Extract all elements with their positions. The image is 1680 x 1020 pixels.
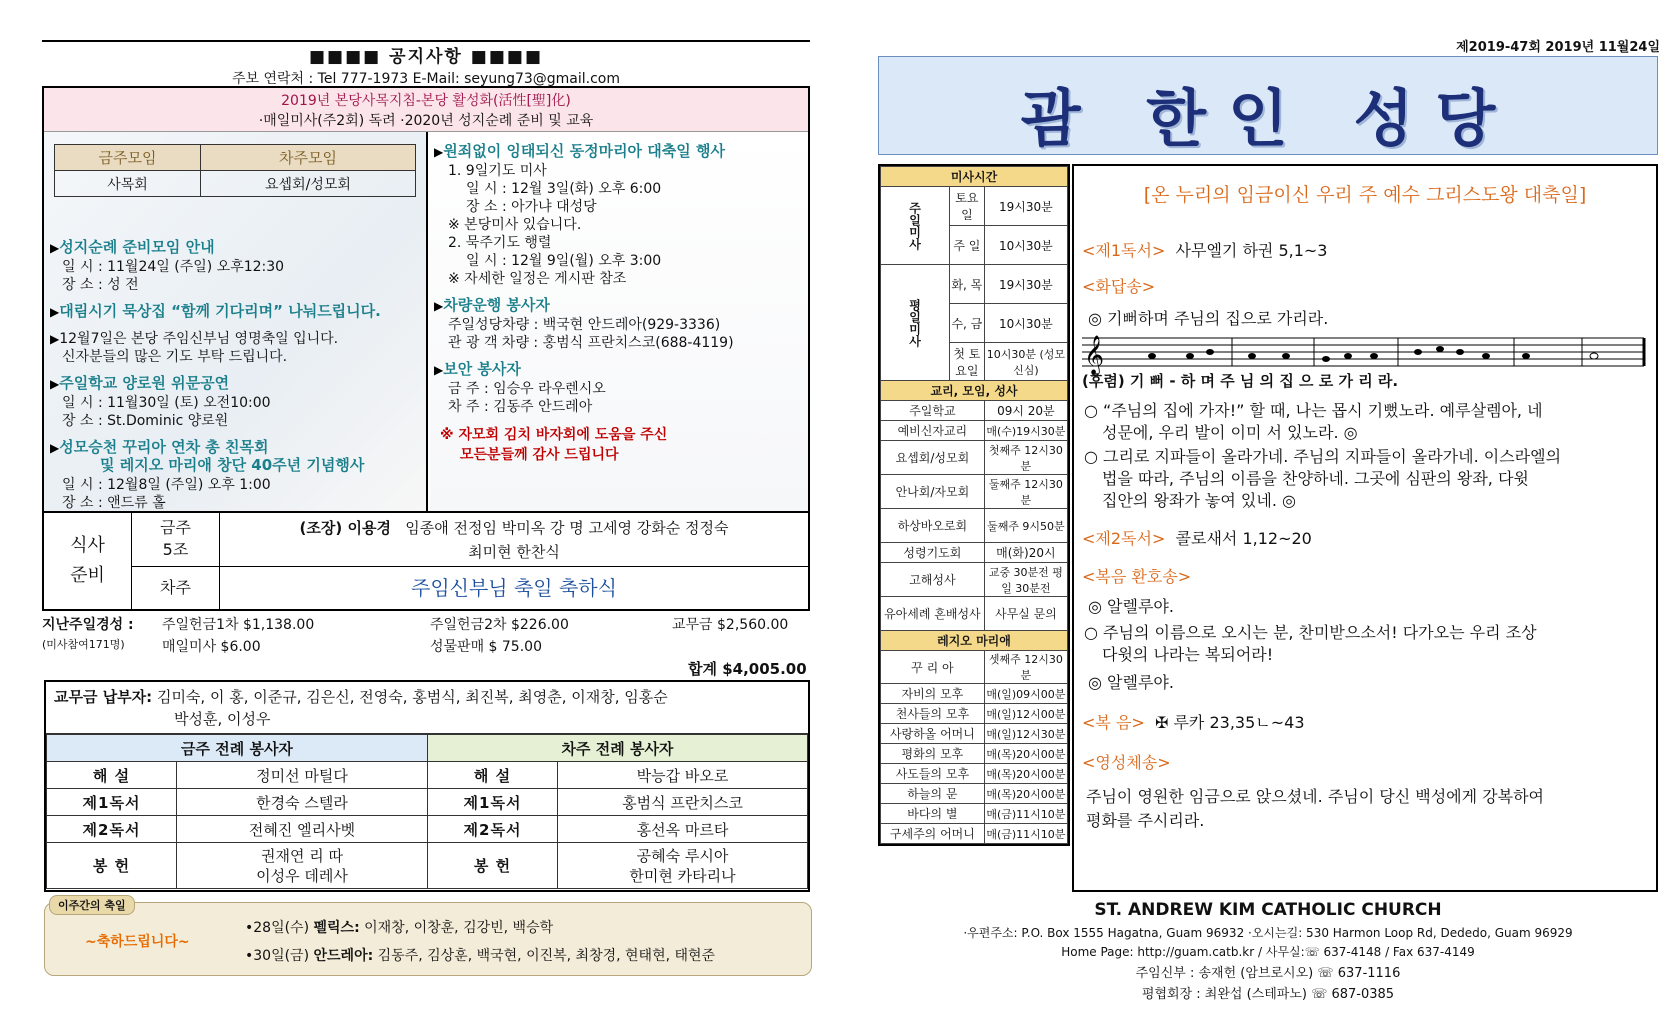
sunday-mass-label: 주일미사 xyxy=(881,187,950,265)
roster-role: 해 설 xyxy=(428,762,558,789)
item-security-title: ▶보안 봉사자 xyxy=(434,360,521,378)
edu-time: 사무실 문의 xyxy=(984,597,1067,631)
bullet-icon: ▶ xyxy=(434,145,444,159)
liturgy-roster xyxy=(44,680,810,892)
banner-line2: ·매일미사(주2회) 독려 ·2020년 성지순례 준비 및 교육 xyxy=(258,113,594,129)
roster-next: 홍범식 프란치스코 xyxy=(558,789,808,816)
feast-day-box xyxy=(44,899,812,976)
mass-time: 19시30분 xyxy=(984,187,1067,226)
legio-name: 꾸 리 아 xyxy=(881,651,985,684)
thanks-line2: 모든분들께 감사 드립니다 xyxy=(460,447,619,463)
right-page xyxy=(860,0,1680,1020)
item-legio-title2: 및 레지오 마리애 창단 40주년 기념행사 xyxy=(100,456,365,474)
liturgy-panel xyxy=(1072,164,1658,892)
mass-time: 10시30분 (성모신심) xyxy=(984,343,1067,381)
mass-time: 10시30분 xyxy=(984,226,1067,265)
item-legio-where: 장 소 : 앤드류 홀 xyxy=(62,495,166,511)
edu-name: 예비신자교리 xyxy=(881,421,985,441)
immaculate-line2: 일 시 : 12월 3일(화) 오후 6:00 xyxy=(466,181,662,197)
item-pilgrimage-where: 장 소 : 성 전 xyxy=(62,277,139,293)
immaculate-line3: 장 소 : 아가냐 대성당 xyxy=(466,199,597,215)
roster-role: 제1독서 xyxy=(47,789,177,816)
immaculate-line1: 1. 9일기도 미사 xyxy=(448,163,547,179)
meetings-table xyxy=(54,144,416,197)
psalm-refrain: ◎ 기뻐하며 주님의 집으로 가리라. xyxy=(1088,309,1329,328)
church-address: ·우편주소: P.O. Box 1555 Hagatna, Guam 96932 ·오시는길: 530 Harmon Loop Rd, Dededo, Guam 96929 xyxy=(963,926,1573,940)
mass-day: 주 일 xyxy=(950,226,985,265)
roster-next: 박능갑 바오로 xyxy=(558,762,808,789)
legio-time: 매(목)20시00분 xyxy=(984,764,1067,784)
this-week-meeting: 사목회 xyxy=(55,171,201,197)
feast-line2: •30일(금) 안드레아: 김동주, 김상훈, 백국현, 이진복, 최창경, 현태현, 태현준 xyxy=(245,948,716,964)
legio-time: 매(목)20시00분 xyxy=(984,744,1067,764)
offering-attendance: (미사참여171명) xyxy=(42,638,125,651)
issue-number: 제2019-47회 2019년 11월24일 xyxy=(1456,40,1660,55)
weekday-mass-label: 평일미사 xyxy=(881,265,950,381)
edu-name: 주일학교 xyxy=(881,401,985,421)
gospel: <복 음> ✠ 루카 23,35ㄴ~43 xyxy=(1082,713,1305,732)
feast-line1: •28일(수) 펠릭스: 이재창, 이창훈, 김강빈, 백승학 xyxy=(245,920,554,936)
first-reading: <제1독서> 사무엘기 하권 5,1~3 xyxy=(1082,241,1328,260)
legio-time: 매(일)09시00분 xyxy=(984,684,1067,704)
item-feast-line2: 신자분들의 많은 기도 부탁 드립니다. xyxy=(62,349,288,365)
immaculate-line6: 일 시 : 12월 9일(월) 오후 3:00 xyxy=(466,253,662,269)
legio-time: 매(금)11시10분 xyxy=(984,824,1067,844)
mass-time: 19시30분 xyxy=(984,265,1067,304)
item-immaculate-title: ▶원죄없이 잉태되신 동정마리아 대축일 행사 xyxy=(434,142,725,160)
legio-name: 사랑하올 어머니 xyxy=(881,724,985,744)
edu-name: 안나회/자모회 xyxy=(881,475,985,509)
treble-clef-icon: 𝄞 xyxy=(1084,335,1105,375)
banner-line1: 2019년 본당사목지침-본당 활성화(活性[聖]化) xyxy=(281,93,571,109)
edu-name: 요셉회/성모회 xyxy=(881,441,985,475)
edu-name: 성령기도회 xyxy=(881,543,985,563)
offering-daily: 매일미사 $6.00 xyxy=(162,639,261,655)
legio-name: 천사들의 모후 xyxy=(881,704,985,724)
legio-header: 레지오 마리애 xyxy=(881,631,1068,651)
this-week-meeting-label: 금주모임 xyxy=(55,145,201,171)
legio-time: 매(금)11시10분 xyxy=(984,804,1067,824)
immaculate-line7: ※ 자세한 일정은 게시판 참조 xyxy=(448,271,627,287)
mass-day: 첫 토요일 xyxy=(950,343,985,381)
vehicle-line2: 관 광 객 차량 : 홍범식 프란치스코(688-4119) xyxy=(448,335,734,351)
contributors-names2: 박성훈, 이성우 xyxy=(174,710,271,728)
mass-time: 10시30분 xyxy=(984,304,1067,343)
vehicle-line1: 주일성당차량 : 백국현 안드레아(929-3336) xyxy=(448,317,721,333)
score-lyrics: (후렴) 기 뻐 - 하 며 주 님 의 집 으 로 가 리 라. xyxy=(1082,372,1399,390)
communion-label: <영성체송> xyxy=(1082,753,1171,772)
edu-name: 고해성사 xyxy=(881,563,985,597)
bullet-icon: ▶ xyxy=(50,377,60,391)
psalm-verse1a: ○ “주님의 집에 가자!” 할 때, 나는 몹시 기뻤노라. 예루살렘아, 네 xyxy=(1084,401,1543,420)
alleluia-1: ◎ 알렐루야. xyxy=(1088,597,1174,616)
roster-this: 정미선 마틸다 xyxy=(177,762,428,789)
church-title: 괌 한인 성당 xyxy=(1020,82,1518,155)
church-footer xyxy=(878,900,1658,1002)
immaculate-line4: ※ 본당미사 있습니다. xyxy=(448,217,582,233)
item-sunday-school-where: 장 소 : St.Dominic 양로원 xyxy=(62,413,229,429)
legio-time: 셋째주 12시30분 xyxy=(984,651,1067,684)
notice-right-column xyxy=(430,132,808,511)
congrats-ribbon: ~축하드립니다~ xyxy=(85,934,190,950)
roster-this: 전혜진 엘리사벳 xyxy=(177,816,428,843)
meal-label: 식사 준비 xyxy=(44,513,132,609)
edu-time: 매(화)20시 xyxy=(984,543,1067,563)
edu-header: 교리, 모임, 성사 xyxy=(881,381,1068,401)
roster-role: 제1독서 xyxy=(428,789,558,816)
notice-title: ■■■■ 공지사항 ■■■■ xyxy=(308,47,544,67)
roster-table xyxy=(46,734,808,889)
roster-this: 권재연 리 따 이성우 데레사 xyxy=(177,843,428,889)
contributors-label: 교무금 납부자: xyxy=(54,688,153,706)
security-line1: 금 주 : 임승우 라우렌시오 xyxy=(448,381,606,397)
meal-next-week-text: 주임신부님 축일 축하식 xyxy=(411,576,617,600)
edu-time: 둘째주 12시30분 xyxy=(984,475,1067,509)
bullet-icon: ▶ xyxy=(434,299,444,313)
item-sunday-school-when: 일 시 : 11월30일 (토) 오전10:00 xyxy=(62,395,271,411)
item-advent-title: ▶대림시기 묵상집 “함께 기다리며” 나눠드립니다. xyxy=(50,302,381,320)
mass-day: 수, 금 xyxy=(950,304,985,343)
notice-box xyxy=(42,86,810,513)
meal-prep-box xyxy=(42,513,810,611)
next-week-meeting: 요셉회/성모회 xyxy=(200,171,415,197)
contributors-names1: 김미숙, 이 홍, 이준규, 김은신, 전영숙, 홍범식, 최진복, 최영춘, 이재창, 임홍순 xyxy=(156,688,668,706)
alleluia-label: <복음 환호송> xyxy=(1082,567,1192,586)
psalm-verse2b: 법을 따라, 주님의 이름을 찬양하네. 그곳에 심판의 왕좌, 다윗 xyxy=(1102,469,1529,488)
second-reading: <제2독서> 콜로새서 1,12~20 xyxy=(1082,529,1312,548)
roster-role: 봉 헌 xyxy=(47,843,177,889)
item-sunday-school-title: ▶주일학교 양로원 위문공연 xyxy=(50,374,230,392)
edu-time: 교중 30분전 평일 30분전 xyxy=(984,563,1067,597)
meal-this-week-members: (조장) 이용경 임종애 전정임 박미옥 강 명 고세영 강화순 정정숙 최미현 한찬식 xyxy=(220,513,808,567)
offering-total: 합계 $4,005.00 xyxy=(688,660,807,678)
notice-left-column xyxy=(44,132,428,511)
legio-name: 평화의 모후 xyxy=(881,744,985,764)
alleluia-verse-a: ○ 주님의 이름으로 오시는 분, 찬미받으소서! 다가오는 우리 조상 xyxy=(1084,623,1537,642)
communion-a: 주님이 영원한 임금으로 앉으셨네. 주님이 당신 백성에게 강복하여 xyxy=(1086,787,1545,806)
edu-time: 매(수)19시30분 xyxy=(984,421,1067,441)
psalm-label: <화답송> xyxy=(1082,277,1156,296)
feast-day-tag: 이주간의 축일 xyxy=(49,895,135,915)
alleluia-verse-b: 다윗의 나라는 복되어라! xyxy=(1102,645,1274,664)
security-line2: 차 주 : 김동주 안드레아 xyxy=(448,399,593,415)
schedule-panel xyxy=(878,164,1070,846)
mass-day: 토요일 xyxy=(950,187,985,226)
item-pilgrimage-title: ▶성지순례 준비모임 안내 xyxy=(50,238,215,256)
meal-next-week-label: 차주 xyxy=(132,567,220,609)
legio-name: 바다의 별 xyxy=(881,804,985,824)
next-week-meeting-label: 차주모임 xyxy=(200,145,415,171)
church-pastor: 주임신부 : 송재헌 (암브로시오) ☏ 637-1116 xyxy=(1135,966,1401,981)
legio-name: 사도들의 모후 xyxy=(881,764,985,784)
psalm-verse2c: 집안의 왕좌가 놓여 있네. ◎ xyxy=(1102,491,1296,510)
item-legio-title: ▶성모승천 꾸리아 연차 총 친목회 xyxy=(50,438,269,456)
mass-day: 화, 목 xyxy=(950,265,985,304)
item-feast-line1: ▶12월7일은 본당 주임신부님 영명축일 입니다. xyxy=(50,331,339,347)
bullet-icon: ▶ xyxy=(50,305,60,319)
church-president: 평협회장 : 최완섭 (스테파노) ☏ 687-0385 xyxy=(1141,987,1395,1002)
offering-church-fund: 교무금 $2,560.00 xyxy=(672,617,789,633)
bullet-icon: ▶ xyxy=(434,363,444,377)
edu-time: 첫째주 12시30분 xyxy=(984,441,1067,475)
offering-sunday2: 주일헌금2차 $226.00 xyxy=(430,617,569,633)
roster-this-week-header: 금주 전례 봉사자 xyxy=(47,735,428,762)
roster-next: 공혜숙 루시아 한미현 카타리나 xyxy=(558,843,808,889)
feast-title: [온 누리의 임금이신 우리 주 예수 그리스도왕 대축일] xyxy=(1143,184,1587,206)
offering-label: 지난주일경성 : xyxy=(42,617,134,633)
legio-time: 매(일)12시00분 xyxy=(984,704,1067,724)
psalm-verse1b: 성문에, 우리 발이 이미 서 있노라. ◎ xyxy=(1102,423,1358,442)
edu-time: 09시 20분 xyxy=(984,401,1067,421)
item-legio-when: 일 시 : 12월8일 (주일) 오후 1:00 xyxy=(62,477,271,493)
bullet-icon: ▶ xyxy=(50,241,60,255)
legio-name: 자비의 모후 xyxy=(881,684,985,704)
legio-time: 매(목)20시00분 xyxy=(984,784,1067,804)
edu-name: 하상바오로회 xyxy=(881,509,985,543)
contributors xyxy=(46,682,808,734)
roster-next: 홍선옥 마르타 xyxy=(558,816,808,843)
roster-role: 제2독서 xyxy=(428,816,558,843)
roster-role: 제2독서 xyxy=(47,816,177,843)
church-web: Home Page: http://guam.catb.kr / 사무실:☏ 637-4148 / Fax 637-4149 xyxy=(1061,945,1475,959)
offering-goods: 성물판매 $ 75.00 xyxy=(430,639,542,655)
item-pilgrimage-when: 일 시 : 11월24일 (주일) 오후12:30 xyxy=(62,259,285,275)
legio-time: 매(일)12시30분 xyxy=(984,724,1067,744)
roster-next-week-header: 차주 전례 봉사자 xyxy=(428,735,808,762)
alleluia-2: ◎ 알렐루야. xyxy=(1088,673,1174,692)
offering-sunday1: 주일헌금1차 $1,138.00 xyxy=(162,617,315,633)
meal-this-week-label: 금주 5조 xyxy=(132,513,220,567)
roster-this: 한경숙 스텔라 xyxy=(177,789,428,816)
pastoral-banner xyxy=(44,88,808,132)
roster-role: 해 설 xyxy=(47,762,177,789)
item-vehicle-title: ▶차량운행 봉사자 xyxy=(434,296,550,314)
edu-time: 둘째주 9시50분 xyxy=(984,509,1067,543)
schedule-table xyxy=(880,166,1068,844)
bullet-icon: ▶ xyxy=(50,441,60,455)
contact-line: 주보 연락처 : Tel 777-1973 E-Mail: seyung73@gmail.com xyxy=(231,71,621,87)
communion-b: 평화를 주시리라. xyxy=(1086,811,1205,830)
legio-name: 구세주의 어머니 xyxy=(881,824,985,844)
mass-header: 미사시간 xyxy=(881,167,1068,187)
psalm-verse2a: ○ 그리로 지파들이 올라가네. 주님의 지파들이 올라가네. 이스라엘의 xyxy=(1084,447,1562,466)
roster-role: 봉 헌 xyxy=(428,843,558,889)
church-name: ST. ANDREW KIM CATHOLIC CHURCH xyxy=(1094,900,1442,920)
bullet-icon: ▶ xyxy=(50,332,60,346)
thanks-line1: ※ 자모회 김치 바자회에 도움을 주신 xyxy=(440,427,668,443)
edu-name: 유아세례 혼배성사 xyxy=(881,597,985,631)
immaculate-line5: 2. 묵주기도 행렬 xyxy=(448,235,552,251)
masthead xyxy=(878,56,1658,155)
legio-name: 하늘의 문 xyxy=(881,784,985,804)
